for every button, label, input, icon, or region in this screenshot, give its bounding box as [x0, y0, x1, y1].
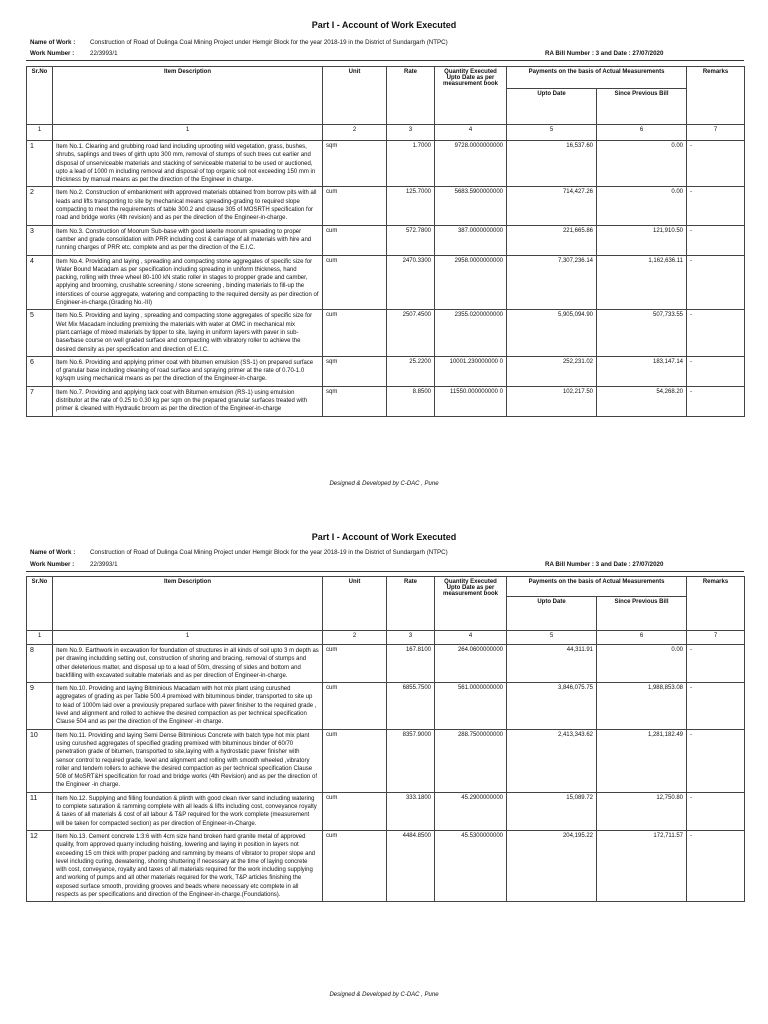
row-unit: cum	[323, 645, 387, 683]
row-rate: 1.7000	[387, 141, 435, 187]
col-number: 3	[387, 125, 435, 141]
row-since-previous: 54,268.20	[597, 386, 687, 416]
row-description: Item No.6. Providing and applying primer coat with bitumen emulsion (SS-1) on prepared surface of granular base including cleaning of road surface and spraying primer at the rate of 0.70-1.0 kg/sqm using mechanical means as per the direction of the Engineer-in-charge.	[53, 356, 323, 386]
row-quantity: 264.0600000000	[435, 645, 507, 683]
row-description: Item No.5. Providing and laying , spreading and compacting stone aggregates of specific size for Wet Mix Macadam including premixing the materials with water at OMC in mechanical mix plant.carriage of mixed materials by tipper to site, laying in uniform layers with paver in sub-base/base course on well graded surface and compacting with vibratory roller to achieve the desired density as per specification and direction of E.I.C.	[53, 310, 323, 356]
col-number: 1	[53, 125, 323, 141]
row-since-previous: 1,162,636.11	[597, 255, 687, 310]
ra-bill-info: RA Bill Number : 3 and Date : 27/07/2020	[545, 50, 664, 57]
row-since-previous: 507,733.55	[597, 310, 687, 356]
col-number: 1	[53, 631, 323, 645]
row-since-previous: 0.00	[597, 645, 687, 683]
row-srno: 7	[27, 386, 53, 416]
row-upto-date: 204,195.22	[507, 830, 597, 901]
row-quantity: 45.2900000000	[435, 792, 507, 830]
row-quantity: 45.5300000000	[435, 830, 507, 901]
row-upto-date: 15,089.72	[507, 792, 597, 830]
table-row	[27, 683, 745, 729]
col-number: 3	[387, 631, 435, 645]
row-upto-date: 221,665.86	[507, 225, 597, 255]
row-rate: 333.1800	[387, 792, 435, 830]
header-since-previous: Since Previous Bill	[597, 89, 687, 125]
row-unit: sqm	[323, 356, 387, 386]
row-srno: 12	[27, 830, 53, 901]
col-number: 7	[687, 125, 745, 141]
header-payments: Payments on the basis of Actual Measurements	[507, 577, 687, 597]
row-remarks: -	[687, 356, 745, 386]
table-row	[27, 792, 745, 830]
row-rate: 572.7800	[387, 225, 435, 255]
row-quantity: 2355.0200000000	[435, 310, 507, 356]
row-remarks: -	[687, 310, 745, 356]
row-description: Item No.13. Cement concrete 1:3:6 with 4cm size hand broken hard granite metal of approved quality, from approved quarry including hoisting, lowering and laying in position in layers not exceeding 15 cm thick with proper packing and ramming by means of vibrator to proper slope and level including curing, dewatering, shoring shuttering if necessary at the time of laying concrete with cost, conveyance, royalty and taxes of all materials required for the work including supplying and working of pumps and all other materials required for the work, T&P articles finishing the exposed surface smooth, providing grooves and beads where necessary etc complete in all respects as per specifications and direction of the Engineer-in-charge.(Foundations).	[53, 830, 323, 901]
row-remarks: -	[687, 830, 745, 901]
row-since-previous: 172,711.57	[597, 830, 687, 901]
header-srno: Sr.No	[27, 67, 53, 125]
row-rate: 8357.9000	[387, 729, 435, 792]
row-remarks: -	[687, 645, 745, 683]
row-upto-date: 2,413,343.62	[507, 729, 597, 792]
row-description: Item No.11. Providing and laying Semi Dense Bitminious Concrete with batch type hot mix plant using curushed aggregates of specified grading premixed with bituminous binder of 60/70 penetration grade of bitumen, transported to site,laying with a hydrostatic paver finisher with sensor control to required grade, level and alignment and rolling with smooth wheeled ,vibratory roller and tendem rollers to achieve the desired compaction as per technical specification Clause 508 of MoSRT&H specification for road and bridge works (4th Revision) and as per the direction of the Engineer -in charge.	[53, 729, 323, 792]
header-rate: Rate	[387, 577, 435, 631]
row-unit: cum	[323, 792, 387, 830]
row-description: Item No.7. Providing and applying tack coat with Bitumen emulsion (RS-1) using emulsion distributor at the rate of 0.25 to 0.30 kg per sqm on the prepared granular surfaces treated with primer & cleaned with Hydraulic broom as per the direction of the Engineer-in-charge	[53, 386, 323, 416]
table-row	[27, 225, 745, 255]
row-rate: 167.8100	[387, 645, 435, 683]
row-since-previous: 183,147.14	[597, 356, 687, 386]
page-title: Part I - Account of Work Executed	[311, 20, 457, 30]
row-remarks: -	[687, 386, 745, 416]
col-number: 2	[323, 125, 387, 141]
row-remarks: -	[687, 255, 745, 310]
row-description: Item No.12. Supplying and filling foundation & plinth with good clean river sand including watering to complete saturation & ramming complete with all leads & lifts including cost, conveyance royalty & taxes of all materials & cost of all labour & T&P required for the work complete (measurement will be taken for compacted section) as per direction of Engineer-in-Charge.	[53, 792, 323, 830]
row-since-previous: 121,910.50	[597, 225, 687, 255]
header-quantity: Quantity Executed Upto Date as per measurement book	[435, 577, 507, 631]
row-since-previous: 1,988,853.08	[597, 683, 687, 729]
row-rate: 8.8500	[387, 386, 435, 416]
row-quantity: 387.0000000000	[435, 225, 507, 255]
row-srno: 1	[27, 141, 53, 187]
row-remarks: -	[687, 683, 745, 729]
row-srno: 3	[27, 225, 53, 255]
col-number: 4	[435, 631, 507, 645]
row-quantity: 561.0000000000	[435, 683, 507, 729]
name-of-work-value: Construction of Road of Dulinga Coal Mining Project under Hemgir Block for the year 2018-19 in the District of Sundargarh (NTPC)	[90, 549, 448, 556]
row-unit: cum	[323, 830, 387, 901]
col-number: 2	[323, 631, 387, 645]
table-row	[27, 310, 745, 356]
row-description: Item No.9. Earthwork in excavation for foundation of structures in all kinds of soil upto 3 m depth as per drawing includding setting out, construction of shoring and bracing, removal of stumps and other deleterious matter, and disposal up to a lead of 50m, dressing of sides and bottom and backfilling with excavated suitable materials and as per direction of Engineer-in-charge.	[53, 645, 323, 683]
col-number: 5	[507, 125, 597, 141]
row-upto-date: 44,311.91	[507, 645, 597, 683]
row-rate: 2470.3300	[387, 255, 435, 310]
row-rate: 4484.8500	[387, 830, 435, 901]
header-since-previous: Since Previous Bill	[597, 597, 687, 631]
row-since-previous: 1,281,182.49	[597, 729, 687, 792]
row-srno: 10	[27, 729, 53, 792]
work-number-value: 22/3993/1	[90, 50, 118, 57]
col-number: 5	[507, 631, 597, 645]
row-srno: 2	[27, 187, 53, 225]
row-quantity: 11550.000000000 0	[435, 386, 507, 416]
row-srno: 4	[27, 255, 53, 310]
row-rate: 2507.4500	[387, 310, 435, 356]
header-rate: Rate	[387, 67, 435, 125]
row-quantity: 288.7500000000	[435, 729, 507, 792]
row-since-previous: 0.00	[597, 141, 687, 187]
footer-credit: Designed & Developed by C-DAC , Pune	[329, 992, 439, 998]
row-upto-date: 714,427.26	[507, 187, 597, 225]
row-unit: cum	[323, 225, 387, 255]
row-upto-date: 5,905,094.90	[507, 310, 597, 356]
page-title: Part I - Account of Work Executed	[311, 532, 457, 542]
row-quantity: 9728.0000000000	[435, 141, 507, 187]
row-srno: 8	[27, 645, 53, 683]
row-remarks: -	[687, 225, 745, 255]
row-unit: cum	[323, 683, 387, 729]
work-number-value: 22/3993/1	[90, 561, 118, 568]
row-remarks: -	[687, 187, 745, 225]
row-remarks: -	[687, 792, 745, 830]
name-of-work-label: Name of Work :	[30, 549, 76, 556]
header-unit: Unit	[323, 577, 387, 631]
row-srno: 9	[27, 683, 53, 729]
col-number: 1	[27, 125, 53, 141]
header-unit: Unit	[323, 67, 387, 125]
work-number-label: Work Number :	[30, 561, 75, 568]
row-quantity: 5683.5900000000	[435, 187, 507, 225]
table-row	[27, 141, 745, 187]
header-upto-date: Upto Date	[507, 89, 597, 125]
row-since-previous: 0.00	[597, 187, 687, 225]
row-srno: 6	[27, 356, 53, 386]
header-item-description: Item Description	[53, 67, 323, 125]
row-srno: 11	[27, 792, 53, 830]
header-remarks: Remarks	[687, 577, 745, 631]
footer-credit: Designed & Developed by C-DAC , Pune	[329, 481, 439, 487]
row-remarks: -	[687, 729, 745, 792]
divider	[26, 571, 744, 572]
header-remarks: Remarks	[687, 67, 745, 125]
header-payments: Payments on the basis of Actual Measurements	[507, 67, 687, 89]
row-since-previous: 12,750.80	[597, 792, 687, 830]
row-upto-date: 252,231.02	[507, 356, 597, 386]
name-of-work-label: Name of Work :	[30, 39, 76, 46]
header-upto-date: Upto Date	[507, 597, 597, 631]
row-remarks: -	[687, 141, 745, 187]
row-description: Item No.3. Construction of Moorum Sub-base with good laterite moorum spreading to proper camber and grade consolidation with PRR including cost & carriage of all materials with hire and running charges of PRR etc. complete and as per the direction of the E.I.C.	[53, 225, 323, 255]
work-number-label: Work Number :	[30, 50, 75, 57]
row-unit: cum	[323, 310, 387, 356]
row-quantity: 2958.0000000000	[435, 255, 507, 310]
row-unit: cum	[323, 187, 387, 225]
row-quantity: 10001.230000000 0	[435, 356, 507, 386]
row-description: Item No.4. Providing and laying , spreading and compacting stone aggregates of specific size for Water Bound Macadam as per specification including spreading in uniform thickness, hand packing, rolling with three wheel 80-100 kN static roller in stages to propper grade and camber, applying and brooming, crushable screening / stone screening , binding materials to fill-up the interstices of course aggregate, watering and compacting to the required density as per direction of Engineer-in-charge.(Grading No.-III)	[53, 255, 323, 310]
header-srno: Sr.No	[27, 577, 53, 631]
row-description: Item No.2. Construction of embankment with approved materials obtained from borrow pits with all leads and lifts transporting to site by mechanical means spreading-grading to required slope compacting to meet the requirements of table 300.2 and clause 305 of MOSRTH specification for road and bridge works (4th revision) and as per the direction of the Engineer-in-charge.	[53, 187, 323, 225]
row-unit: sqm	[323, 141, 387, 187]
row-rate: 125.7000	[387, 187, 435, 225]
col-number: 4	[435, 125, 507, 141]
row-upto-date: 102,217.50	[507, 386, 597, 416]
table-row	[27, 645, 745, 683]
row-description: Item No.1. Clearing and grubbing road land including uprooting wild vegetation, grass, bushes, shrubs, saplings and trees of girth upto 300 mm, removal of stumps of such trees cut earlier and disposal of unserviceable materials and stacking of serviceable material to be used or auctioned, upto a lead of 1000 m including removal and disposal of top organic soil not exceeding 150 mm in thickness by manual means as per the direction of the Engineer in charge.	[53, 141, 323, 187]
col-number: 7	[687, 631, 745, 645]
row-description: Item No.10. Providing and laying Bitminious Macadam with hot mix plant using curushed aggregates of grading as per Table 500.4 premixed with bituminous binder, transported to site up to lead of 1000m laid over a previously prepared surface with paver finisher to the required grade , level and alignment and rolled to achieve the desired compaction as per technical specification Clause 504 and as per the direction of the Engineer -in charge.	[53, 683, 323, 729]
header-quantity: Quantity Executed Upto Date as per measurement book	[435, 67, 507, 125]
row-upto-date: 7,307,236.14	[507, 255, 597, 310]
table-row	[27, 386, 745, 416]
work-table	[26, 576, 745, 902]
row-upto-date: 3,846,075.75	[507, 683, 597, 729]
name-of-work-value: Construction of Road of Dulinga Coal Mining Project under Hemgir Block for the year 2018-19 in the District of Sundargarh (NTPC)	[90, 39, 448, 46]
table-row	[27, 356, 745, 386]
row-srno: 5	[27, 310, 53, 356]
col-number: 1	[27, 631, 53, 645]
row-rate: 25.2200	[387, 356, 435, 386]
row-unit: cum	[323, 729, 387, 792]
table-row	[27, 830, 745, 901]
table-row	[27, 187, 745, 225]
row-unit: cum	[323, 255, 387, 310]
table-row	[27, 729, 745, 792]
col-number: 6	[597, 125, 687, 141]
table-row	[27, 255, 745, 310]
work-table	[26, 66, 745, 417]
col-number: 6	[597, 631, 687, 645]
header-item-description: Item Description	[53, 577, 323, 631]
ra-bill-info: RA Bill Number : 3 and Date : 27/07/2020	[545, 561, 664, 568]
row-unit: sqm	[323, 386, 387, 416]
divider	[26, 60, 744, 61]
row-upto-date: 16,537.60	[507, 141, 597, 187]
row-rate: 6855.7500	[387, 683, 435, 729]
